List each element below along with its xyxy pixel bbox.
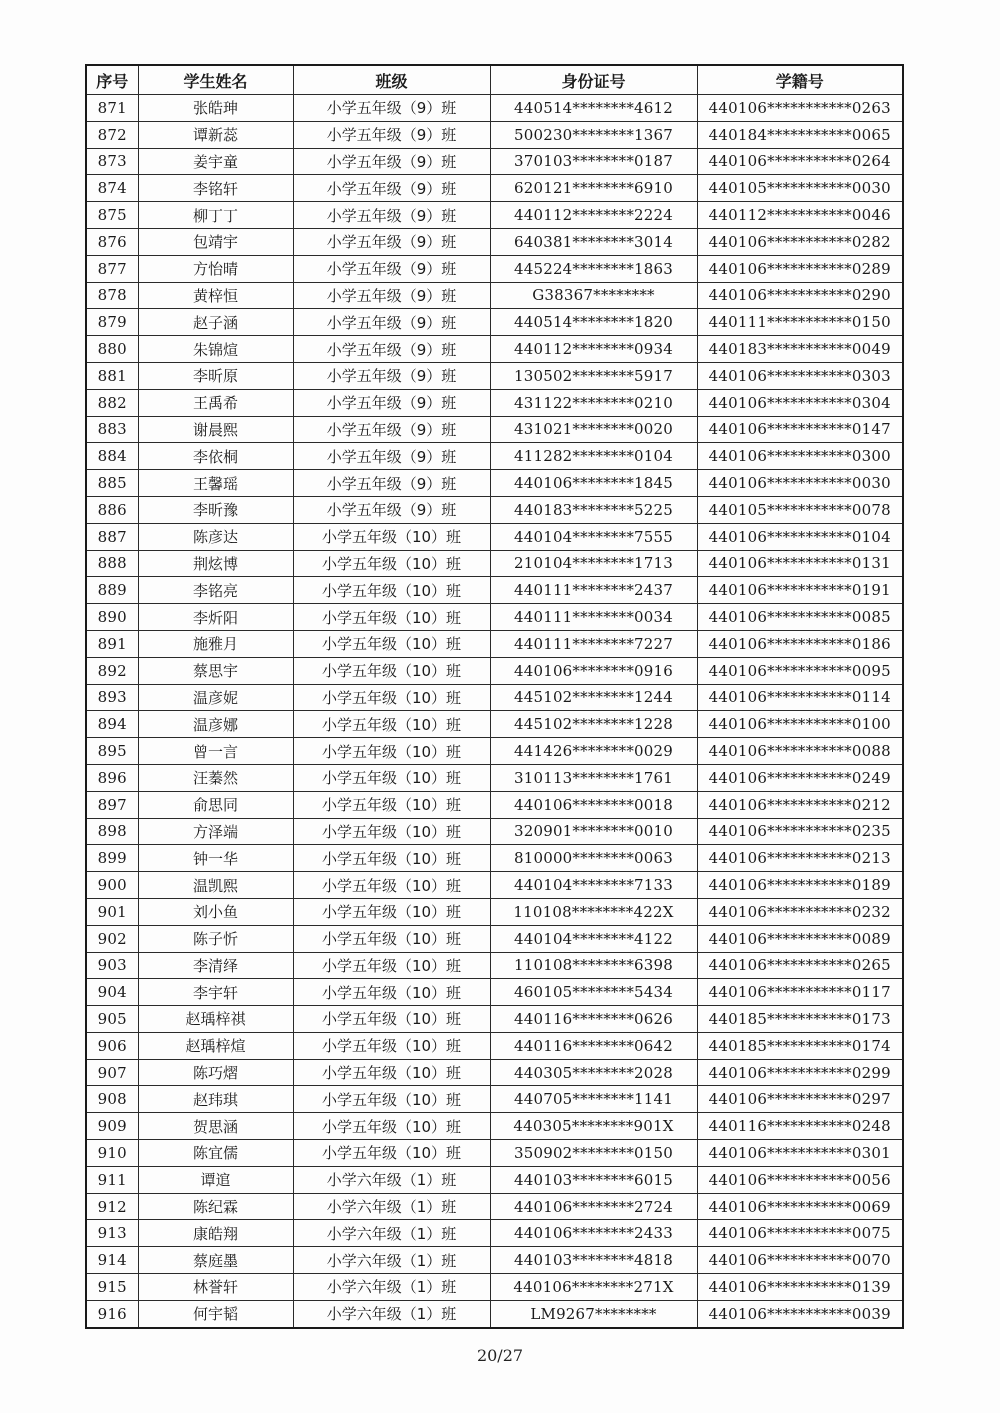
serial-number-cell: 879 <box>86 309 138 336</box>
student-registration-number-cell: 440106***********0299 <box>697 1059 903 1086</box>
student-registration-number-cell: 440106***********0114 <box>697 684 903 711</box>
class-cell: 小学五年级（10）班 <box>293 952 490 979</box>
student-registration-number-cell: 440106***********0249 <box>697 764 903 791</box>
student-registration-number-cell: 440106***********0186 <box>697 630 903 657</box>
table-row <box>86 577 903 604</box>
id-card-number-cell: 445102********1228 <box>490 711 697 738</box>
serial-number-cell: 909 <box>86 1113 138 1140</box>
student-registration-number-cell: 440106***********0290 <box>697 282 903 309</box>
student-registration-number-cell: 440106***********0265 <box>697 952 903 979</box>
id-card-number-cell: 440514********1820 <box>490 309 697 336</box>
student-name-cell: 蔡庭墨 <box>138 1247 293 1274</box>
class-cell: 小学五年级（10）班 <box>293 818 490 845</box>
student-registration-number-cell: 440106***********0297 <box>697 1086 903 1113</box>
student-registration-number-cell: 440106***********0117 <box>697 979 903 1006</box>
serial-number-cell: 883 <box>86 416 138 443</box>
id-card-number-cell: 320901********0010 <box>490 818 697 845</box>
student-name-cell: 赵子涵 <box>138 309 293 336</box>
student-registration-number-cell: 440116***********0248 <box>697 1113 903 1140</box>
table-row <box>86 711 903 738</box>
student-registration-number-cell: 440106***********0264 <box>697 148 903 175</box>
student-name-cell: 王禹希 <box>138 389 293 416</box>
id-card-number-cell: 440514********4612 <box>490 95 697 122</box>
serial-number-cell: 908 <box>86 1086 138 1113</box>
class-cell: 小学五年级（10）班 <box>293 845 490 872</box>
student-registration-number-cell: 440106***********0030 <box>697 470 903 497</box>
class-cell: 小学五年级（10）班 <box>293 925 490 952</box>
serial-number-cell: 884 <box>86 443 138 470</box>
table-row <box>86 979 903 1006</box>
class-cell: 小学五年级（10）班 <box>293 764 490 791</box>
table-row <box>86 121 903 148</box>
serial-number-cell: 895 <box>86 738 138 765</box>
serial-number-cell: 914 <box>86 1247 138 1274</box>
table-row <box>86 630 903 657</box>
table-row <box>86 443 903 470</box>
student-registration-number-cell: 440106***********0095 <box>697 657 903 684</box>
student-registration-number-cell: 440106***********0212 <box>697 791 903 818</box>
id-card-number-cell: 440111********0034 <box>490 604 697 631</box>
serial-number-cell: 903 <box>86 952 138 979</box>
serial-number-cell: 890 <box>86 604 138 631</box>
id-card-number-cell: 440106********2433 <box>490 1220 697 1247</box>
student-name-cell: 陈宜儒 <box>138 1140 293 1167</box>
student-name-cell: 刘小鱼 <box>138 898 293 925</box>
id-card-number-cell: 440104********7133 <box>490 872 697 899</box>
serial-number-cell: 877 <box>86 255 138 282</box>
serial-number-cell: 889 <box>86 577 138 604</box>
student-registration-number-cell: 440106***********0289 <box>697 255 903 282</box>
student-registration-number-cell: 440105***********0030 <box>697 175 903 202</box>
table-row <box>86 872 903 899</box>
header-student-name: 学生姓名 <box>138 65 293 95</box>
header-serial-number: 序号 <box>86 65 138 95</box>
student-name-cell: 李铭轩 <box>138 175 293 202</box>
table-row <box>86 1140 903 1167</box>
student-name-cell: 赵瑀梓祺 <box>138 1006 293 1033</box>
student-registration-number-cell: 440106***********0088 <box>697 738 903 765</box>
student-registration-number-cell: 440106***********0300 <box>697 443 903 470</box>
id-card-number-cell: G38367******** <box>490 282 697 309</box>
student-name-cell: 施雅月 <box>138 630 293 657</box>
table-header <box>86 65 903 95</box>
serial-number-cell: 874 <box>86 175 138 202</box>
student-registration-number-cell: 440105***********0078 <box>697 496 903 523</box>
id-card-number-cell: 440106********271X <box>490 1274 697 1301</box>
class-cell: 小学五年级（9）班 <box>293 362 490 389</box>
table-row <box>86 148 903 175</box>
class-cell: 小学六年级（1）班 <box>293 1220 490 1247</box>
table-row <box>86 684 903 711</box>
serial-number-cell: 886 <box>86 496 138 523</box>
serial-number-cell: 916 <box>86 1300 138 1327</box>
id-card-number-cell: 440305********2028 <box>490 1059 697 1086</box>
student-registration-number-cell: 440106***********0263 <box>697 95 903 122</box>
student-name-cell: 李炘阳 <box>138 604 293 631</box>
class-cell: 小学五年级（10）班 <box>293 1032 490 1059</box>
id-card-number-cell: 440106********0018 <box>490 791 697 818</box>
class-cell: 小学五年级（9）班 <box>293 228 490 255</box>
student-name-cell: 赵玮琪 <box>138 1086 293 1113</box>
table-row <box>86 496 903 523</box>
student-name-cell: 陈巧熠 <box>138 1059 293 1086</box>
serial-number-cell: 880 <box>86 336 138 363</box>
id-card-number-cell: 620121********6910 <box>490 175 697 202</box>
serial-number-cell: 906 <box>86 1032 138 1059</box>
student-registration-number-cell: 440106***********0039 <box>697 1300 903 1327</box>
student-registration-number-cell: 440112***********0046 <box>697 202 903 229</box>
id-card-number-cell: 440103********4818 <box>490 1247 697 1274</box>
class-cell: 小学五年级（10）班 <box>293 657 490 684</box>
id-card-number-cell: 130502********5917 <box>490 362 697 389</box>
student-name-cell: 贺思涵 <box>138 1113 293 1140</box>
serial-number-cell: 894 <box>86 711 138 738</box>
class-cell: 小学五年级（9）班 <box>293 336 490 363</box>
table-row <box>86 228 903 255</box>
id-card-number-cell: 440106********1845 <box>490 470 697 497</box>
class-cell: 小学五年级（10）班 <box>293 898 490 925</box>
id-card-number-cell: 310113********1761 <box>490 764 697 791</box>
table-row <box>86 523 903 550</box>
table-row <box>86 898 903 925</box>
table-row <box>86 1300 903 1327</box>
table-row <box>86 336 903 363</box>
student-name-cell: 谭新蕊 <box>138 121 293 148</box>
id-card-number-cell: 440106********2724 <box>490 1193 697 1220</box>
student-name-cell: 谭逭 <box>138 1166 293 1193</box>
class-cell: 小学五年级（9）班 <box>293 148 490 175</box>
student-registration-number-cell: 440111***********0150 <box>697 309 903 336</box>
student-name-cell: 李昕豫 <box>138 496 293 523</box>
id-card-number-cell: 440106********0916 <box>490 657 697 684</box>
serial-number-cell: 872 <box>86 121 138 148</box>
student-name-cell: 李依桐 <box>138 443 293 470</box>
table-row <box>86 952 903 979</box>
serial-number-cell: 897 <box>86 791 138 818</box>
class-cell: 小学五年级（9）班 <box>293 416 490 443</box>
class-cell: 小学五年级（9）班 <box>293 255 490 282</box>
serial-number-cell: 898 <box>86 818 138 845</box>
serial-number-cell: 902 <box>86 925 138 952</box>
student-registration-number-cell: 440106***********0070 <box>697 1247 903 1274</box>
class-cell: 小学五年级（9）班 <box>293 282 490 309</box>
class-cell: 小学五年级（10）班 <box>293 872 490 899</box>
class-cell: 小学五年级（9）班 <box>293 202 490 229</box>
student-registration-number-cell: 440106***********0282 <box>697 228 903 255</box>
serial-number-cell: 910 <box>86 1140 138 1167</box>
student-name-cell: 姜宇童 <box>138 148 293 175</box>
class-cell: 小学五年级（9）班 <box>293 121 490 148</box>
student-registration-number-cell: 440106***********0075 <box>697 1220 903 1247</box>
student-registration-number-cell: 440183***********0049 <box>697 336 903 363</box>
student-registration-number-cell: 440106***********0100 <box>697 711 903 738</box>
class-cell: 小学五年级（10）班 <box>293 1059 490 1086</box>
student-name-cell: 陈彦达 <box>138 523 293 550</box>
id-card-number-cell: 440183********5225 <box>490 496 697 523</box>
table-row <box>86 1086 903 1113</box>
class-cell: 小学五年级（10）班 <box>293 1086 490 1113</box>
student-registration-number-cell: 440106***********0235 <box>697 818 903 845</box>
class-cell: 小学五年级（10）班 <box>293 711 490 738</box>
id-card-number-cell: 411282********0104 <box>490 443 697 470</box>
id-card-number-cell: 810000********0063 <box>490 845 697 872</box>
table-row <box>86 1006 903 1033</box>
student-name-cell: 林誉轩 <box>138 1274 293 1301</box>
id-card-number-cell: 445224********1863 <box>490 255 697 282</box>
student-registration-number-cell: 440106***********0301 <box>697 1140 903 1167</box>
class-cell: 小学五年级（10）班 <box>293 979 490 1006</box>
id-card-number-cell: 110108********6398 <box>490 952 697 979</box>
student-name-cell: 曾一言 <box>138 738 293 765</box>
class-cell: 小学五年级（10）班 <box>293 550 490 577</box>
class-cell: 小学五年级（10）班 <box>293 738 490 765</box>
student-registration-number-cell: 440106***********0104 <box>697 523 903 550</box>
student-name-cell: 包靖宇 <box>138 228 293 255</box>
student-registration-number-cell: 440184***********0065 <box>697 121 903 148</box>
student-name-cell: 荆炫博 <box>138 550 293 577</box>
table-row <box>86 1193 903 1220</box>
id-card-number-cell: 640381********3014 <box>490 228 697 255</box>
class-cell: 小学五年级（9）班 <box>293 470 490 497</box>
header-id-card-number: 身份证号 <box>490 65 697 95</box>
student-name-cell: 张皓珅 <box>138 95 293 122</box>
id-card-number-cell: 500230********1367 <box>490 121 697 148</box>
id-card-number-cell: 460105********5434 <box>490 979 697 1006</box>
serial-number-cell: 904 <box>86 979 138 1006</box>
student-registration-number-cell: 440106***********0304 <box>697 389 903 416</box>
table-row <box>86 738 903 765</box>
table-row <box>86 309 903 336</box>
id-card-number-cell: LM9267******** <box>490 1300 697 1327</box>
student-name-cell: 李昕原 <box>138 362 293 389</box>
student-name-cell: 温凯熙 <box>138 872 293 899</box>
student-registration-number-cell: 440106***********0213 <box>697 845 903 872</box>
class-cell: 小学六年级（1）班 <box>293 1300 490 1327</box>
student-registration-number-cell: 440106***********0131 <box>697 550 903 577</box>
student-roster-table <box>85 64 904 1329</box>
class-cell: 小学五年级（10）班 <box>293 791 490 818</box>
table-row <box>86 1032 903 1059</box>
class-cell: 小学六年级（1）班 <box>293 1166 490 1193</box>
serial-number-cell: 892 <box>86 657 138 684</box>
table-row <box>86 604 903 631</box>
serial-number-cell: 899 <box>86 845 138 872</box>
serial-number-cell: 887 <box>86 523 138 550</box>
student-name-cell: 谢晨熙 <box>138 416 293 443</box>
table-row <box>86 764 903 791</box>
student-name-cell: 温彦娜 <box>138 711 293 738</box>
student-registration-number-cell: 440106***********0303 <box>697 362 903 389</box>
id-card-number-cell: 445102********1244 <box>490 684 697 711</box>
class-cell: 小学五年级（10）班 <box>293 577 490 604</box>
table-row <box>86 1220 903 1247</box>
student-name-cell: 康皓翔 <box>138 1220 293 1247</box>
id-card-number-cell: 440111********2437 <box>490 577 697 604</box>
id-card-number-cell: 440104********4122 <box>490 925 697 952</box>
table-row <box>86 925 903 952</box>
student-registration-number-cell: 440106***********0232 <box>697 898 903 925</box>
class-cell: 小学五年级（10）班 <box>293 1140 490 1167</box>
serial-number-cell: 896 <box>86 764 138 791</box>
serial-number-cell: 915 <box>86 1274 138 1301</box>
serial-number-cell: 873 <box>86 148 138 175</box>
class-cell: 小学五年级（9）班 <box>293 443 490 470</box>
id-card-number-cell: 440104********7555 <box>490 523 697 550</box>
class-cell: 小学五年级（9）班 <box>293 496 490 523</box>
student-name-cell: 方泽端 <box>138 818 293 845</box>
class-cell: 小学六年级（1）班 <box>293 1193 490 1220</box>
id-card-number-cell: 440111********7227 <box>490 630 697 657</box>
class-cell: 小学五年级（10）班 <box>293 684 490 711</box>
class-cell: 小学五年级（9）班 <box>293 309 490 336</box>
table-row <box>86 657 903 684</box>
page-number: 20/27 <box>476 1346 524 1365</box>
id-card-number-cell: 440116********0642 <box>490 1032 697 1059</box>
serial-number-cell: 871 <box>86 95 138 122</box>
id-card-number-cell: 440103********6015 <box>490 1166 697 1193</box>
table-row <box>86 845 903 872</box>
student-registration-number-cell: 440106***********0191 <box>697 577 903 604</box>
class-cell: 小学六年级（1）班 <box>293 1274 490 1301</box>
table-row <box>86 175 903 202</box>
student-registration-number-cell: 440106***********0085 <box>697 604 903 631</box>
class-cell: 小学五年级（10）班 <box>293 630 490 657</box>
header-row <box>86 65 903 95</box>
id-card-number-cell: 110108********422X <box>490 898 697 925</box>
header-class: 班级 <box>293 65 490 95</box>
student-registration-number-cell: 440106***********0056 <box>697 1166 903 1193</box>
student-name-cell: 李宇轩 <box>138 979 293 1006</box>
id-card-number-cell: 440112********0934 <box>490 336 697 363</box>
id-card-number-cell: 440116********0626 <box>490 1006 697 1033</box>
serial-number-cell: 912 <box>86 1193 138 1220</box>
class-cell: 小学六年级（1）班 <box>293 1247 490 1274</box>
id-card-number-cell: 370103********0187 <box>490 148 697 175</box>
class-cell: 小学五年级（9）班 <box>293 95 490 122</box>
class-cell: 小学五年级（9）班 <box>293 389 490 416</box>
student-name-cell: 李清绎 <box>138 952 293 979</box>
student-name-cell: 钟一华 <box>138 845 293 872</box>
student-name-cell: 何宇韬 <box>138 1300 293 1327</box>
student-name-cell: 柳丁丁 <box>138 202 293 229</box>
table-row <box>86 818 903 845</box>
serial-number-cell: 907 <box>86 1059 138 1086</box>
student-registration-number-cell: 440106***********0089 <box>697 925 903 952</box>
serial-number-cell: 900 <box>86 872 138 899</box>
student-name-cell: 黄梓恒 <box>138 282 293 309</box>
student-name-cell: 朱锦煊 <box>138 336 293 363</box>
id-card-number-cell: 440112********2224 <box>490 202 697 229</box>
table-row <box>86 255 903 282</box>
id-card-number-cell: 350902********0150 <box>490 1140 697 1167</box>
table-row <box>86 791 903 818</box>
id-card-number-cell: 440305********901X <box>490 1113 697 1140</box>
id-card-number-cell: 210104********1713 <box>490 550 697 577</box>
student-name-cell: 蔡思宇 <box>138 657 293 684</box>
student-name-cell: 王馨瑶 <box>138 470 293 497</box>
serial-number-cell: 881 <box>86 362 138 389</box>
table-row <box>86 470 903 497</box>
table-row <box>86 416 903 443</box>
table-row <box>86 1113 903 1140</box>
table-row <box>86 1059 903 1086</box>
id-card-number-cell: 431122********0210 <box>490 389 697 416</box>
serial-number-cell: 875 <box>86 202 138 229</box>
serial-number-cell: 885 <box>86 470 138 497</box>
student-name-cell: 俞思同 <box>138 791 293 818</box>
student-registration-number-cell: 440106***********0147 <box>697 416 903 443</box>
serial-number-cell: 888 <box>86 550 138 577</box>
table-row <box>86 362 903 389</box>
serial-number-cell: 893 <box>86 684 138 711</box>
student-registration-number-cell: 440185***********0174 <box>697 1032 903 1059</box>
serial-number-cell: 913 <box>86 1220 138 1247</box>
student-name-cell: 陈纪霖 <box>138 1193 293 1220</box>
class-cell: 小学五年级（10）班 <box>293 604 490 631</box>
serial-number-cell: 882 <box>86 389 138 416</box>
header-student-registration-number: 学籍号 <box>697 65 903 95</box>
table-row <box>86 550 903 577</box>
student-name-cell: 汪蓁然 <box>138 764 293 791</box>
serial-number-cell: 911 <box>86 1166 138 1193</box>
table-row <box>86 1274 903 1301</box>
student-name-cell: 温彦妮 <box>138 684 293 711</box>
table-row <box>86 202 903 229</box>
table-row <box>86 389 903 416</box>
student-name-cell: 赵瑀梓煊 <box>138 1032 293 1059</box>
student-name-cell: 陈子忻 <box>138 925 293 952</box>
class-cell: 小学五年级（10）班 <box>293 1006 490 1033</box>
student-registration-number-cell: 440106***********0139 <box>697 1274 903 1301</box>
table-row <box>86 1166 903 1193</box>
student-registration-number-cell: 440106***********0069 <box>697 1193 903 1220</box>
table-row <box>86 1247 903 1274</box>
student-registration-number-cell: 440185***********0173 <box>697 1006 903 1033</box>
id-card-number-cell: 441426********0029 <box>490 738 697 765</box>
table-body <box>86 95 903 1328</box>
serial-number-cell: 876 <box>86 228 138 255</box>
table-row <box>86 282 903 309</box>
serial-number-cell: 891 <box>86 630 138 657</box>
student-registration-number-cell: 440106***********0189 <box>697 872 903 899</box>
id-card-number-cell: 431021********0020 <box>490 416 697 443</box>
class-cell: 小学五年级（10）班 <box>293 1113 490 1140</box>
class-cell: 小学五年级（9）班 <box>293 175 490 202</box>
table-row <box>86 95 903 122</box>
serial-number-cell: 905 <box>86 1006 138 1033</box>
class-cell: 小学五年级（10）班 <box>293 523 490 550</box>
student-name-cell: 方怡晴 <box>138 255 293 282</box>
student-name-cell: 李铭亮 <box>138 577 293 604</box>
serial-number-cell: 901 <box>86 898 138 925</box>
serial-number-cell: 878 <box>86 282 138 309</box>
id-card-number-cell: 440705********1141 <box>490 1086 697 1113</box>
